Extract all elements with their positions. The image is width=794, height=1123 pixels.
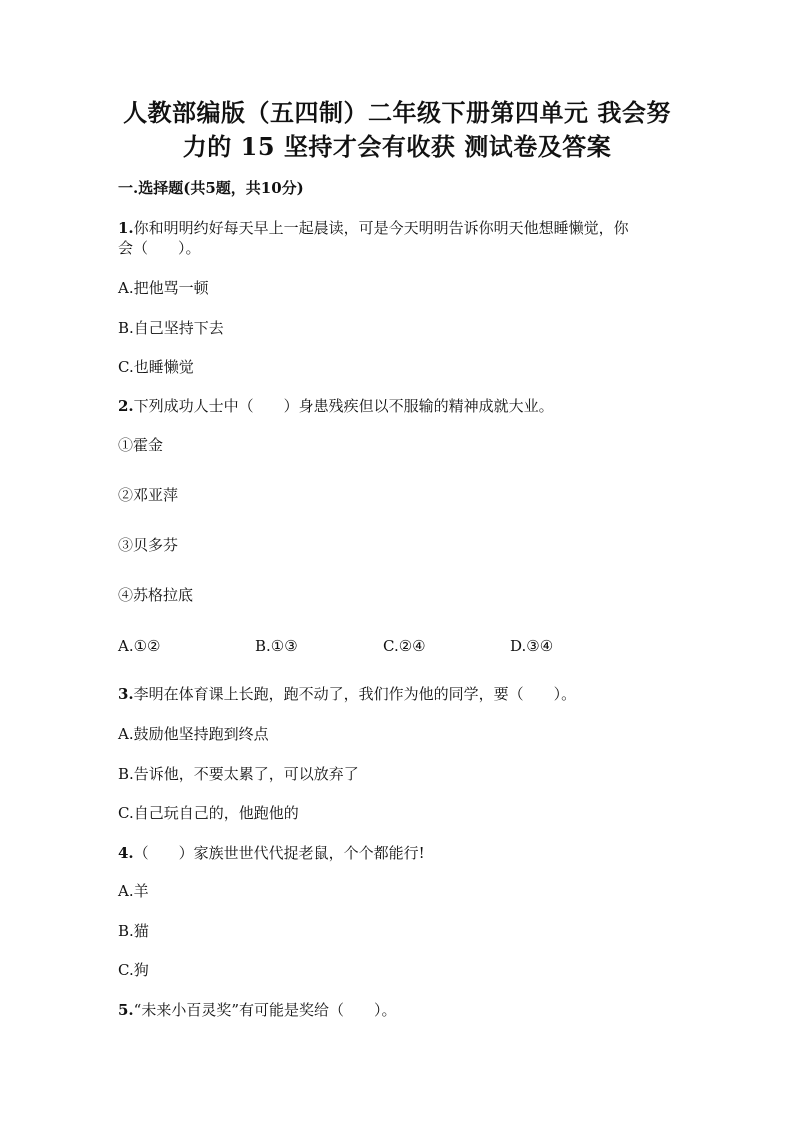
question-1-continued: 会（ ）。 — [118, 239, 201, 257]
question-2-item-4: ④苏格拉底 — [118, 586, 194, 604]
question-2-option-a[interactable]: A.①② — [118, 637, 161, 655]
question-3-option-b[interactable]: B.告诉他，不要太累了，可以放弃了 — [118, 765, 359, 783]
question-text: 下列成功人士中（ ）身患残疾但以不服输的精神成就大业。 — [133, 397, 554, 415]
question-1-option-b[interactable]: B.自己坚持下去 — [118, 319, 224, 337]
question-5 — [118, 1000, 397, 1020]
title-line-2: 力的 15 坚持才会有收获 测试卷及答案 — [182, 132, 612, 161]
question-text: “未来小百灵奖”有可能是奖给（ ）。 — [133, 1001, 397, 1019]
question-4 — [118, 843, 425, 863]
question-2-item-2: ②邓亚萍 — [118, 486, 179, 504]
title-line-1: 人教部编版（五四制）二年级下册第四单元 我会努 — [123, 98, 671, 127]
question-2-item-1: ①霍金 — [118, 436, 164, 454]
question-4-option-c[interactable]: C.狗 — [118, 961, 149, 979]
question-number: 3. — [118, 685, 134, 703]
question-4-option-b[interactable]: B.猫 — [118, 922, 149, 940]
question-1-option-c[interactable]: C.也睡懒觉 — [118, 358, 194, 376]
question-number: 5. — [118, 1001, 134, 1019]
question-4-option-a[interactable]: A.羊 — [118, 882, 149, 900]
question-2 — [118, 396, 554, 416]
question-number: 1. — [118, 219, 134, 237]
question-text: 你和明明约好每天早上一起晨读，可是今天明明告诉你明天他想睡懒觉，你 — [133, 219, 629, 237]
question-3 — [118, 684, 576, 704]
question-3-option-c[interactable]: C.自己玩自己的，他跑他的 — [118, 804, 299, 822]
question-2-option-b[interactable]: B.①③ — [255, 637, 298, 655]
document-title — [110, 96, 684, 164]
question-2-option-c[interactable]: C.②④ — [383, 637, 426, 655]
question-3-option-a[interactable]: A.鼓励他坚持跑到终点 — [118, 725, 269, 743]
section-header: 一.选择题(共5题，共10分) — [118, 179, 304, 197]
question-number: 2. — [118, 397, 134, 415]
question-number: 4. — [118, 844, 134, 862]
question-2-item-3: ③贝多芬 — [118, 536, 179, 554]
question-text: （ ）家族世世代代捉老鼠，个个都能行! — [133, 844, 425, 862]
question-2-option-d[interactable]: D.③④ — [510, 637, 554, 655]
question-1-option-a[interactable]: A.把他骂一顿 — [118, 279, 209, 297]
question-text: 李明在体育课上长跑，跑不动了，我们作为他的同学，要（ ）。 — [133, 685, 577, 703]
question-1 — [118, 218, 629, 238]
